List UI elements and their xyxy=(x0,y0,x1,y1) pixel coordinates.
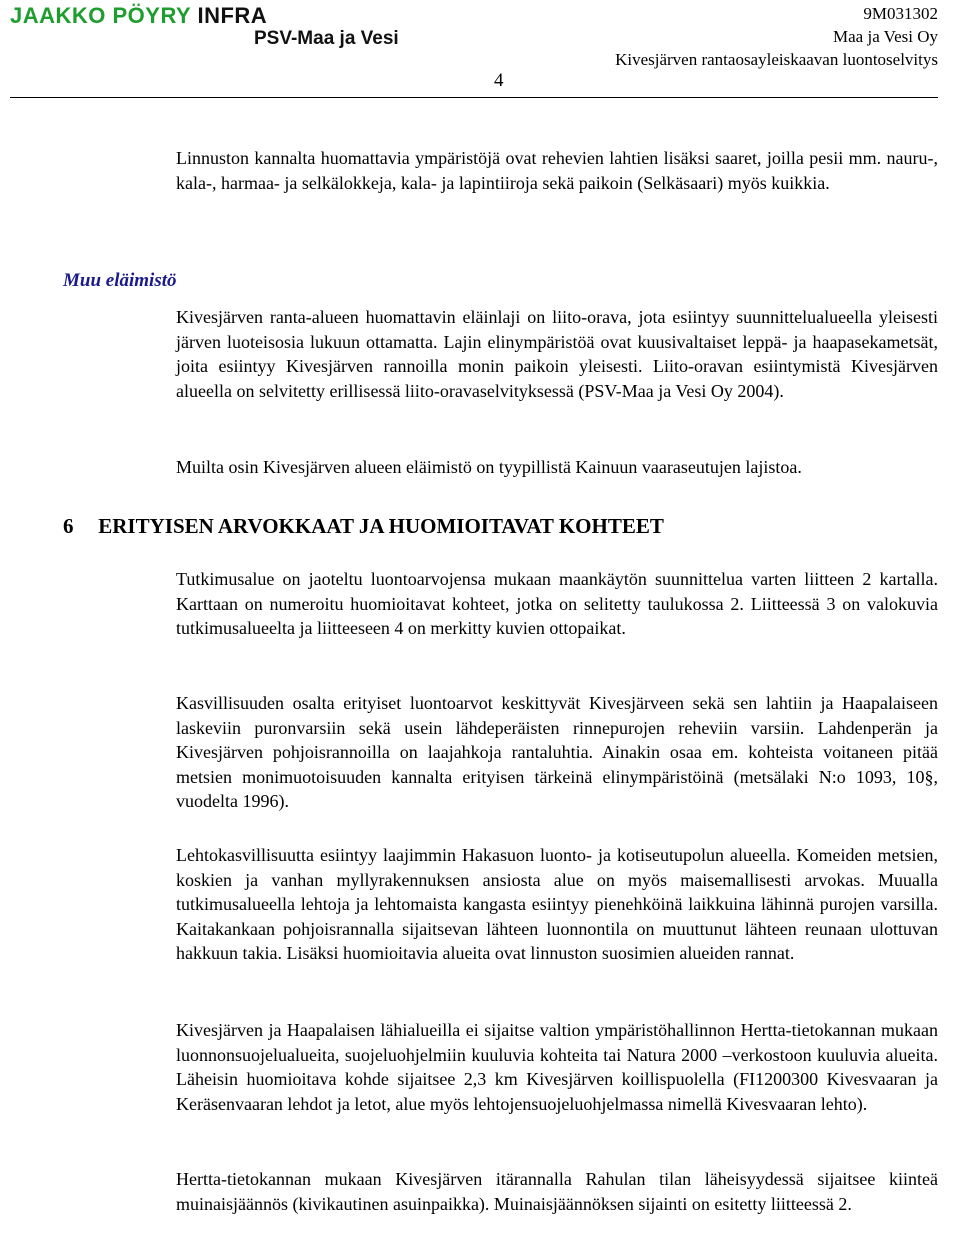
section-heading xyxy=(63,514,664,539)
header-divider xyxy=(10,97,938,98)
logo-subtitle: PSV-Maa ja Vesi xyxy=(254,28,399,49)
report-title: Kivesjärven rantaosayleiskaavan luontoselvitys xyxy=(615,50,938,69)
page-number: 4 xyxy=(494,70,504,91)
paragraph-fauna-general: Muilta osin Kivesjärven alueen eläimistö on tyypillistä Kainuun vaaraseutujen lajistoa. xyxy=(176,457,802,477)
paragraph-ancient-remains: Hertta-tietokannan mukaan Kivesjärven itärannalla Rahulan tilan läheisyydessä sijaitsee kiinteä muinaisjäännös (kivikautinen asuinpaikka). Muinaisjäännöksen sijainti on esitetty liitteessä 2. xyxy=(176,1169,938,1214)
section-title: ERITYISEN ARVOKKAAT JA HUOMIOITAVAT KOHTEET xyxy=(98,514,664,538)
logo-title: JAAKKO PÖYRY INFRA xyxy=(10,3,268,28)
doc-id: 9M031302 xyxy=(863,4,938,23)
company-logo xyxy=(10,4,420,50)
paragraph-flying-squirrel: Kivesjärven ranta-alueen huomattavin eläinlaji on liito-orava, jota esiintyy suunnittelualueella yleisesti järven luoteisosia lukuun ottamatta. Lajin elinympäristöä ovat kuusivaltaiset leppä- ja haapasekametsät, joita esiintyy Kivesjärven rannoilla monin paikoin yleisesti. Liito-oravan esiintymistä Kivesjärven alueella on selvitetty erillisessä liito-oravaselvityksessä (PSV-Maa ja Vesi Oy 2004). xyxy=(176,307,938,401)
company-name: Maa ja Vesi Oy xyxy=(833,27,938,46)
paragraph-vegetation: Kasvillisuuden osalta erityiset luontoarvot keskittyvät Kivesjärveen sekä sen lahtiin ja Haapalaiseen laskeviin puronvarsiin sekä usein lähdeperäisten rinnepurojen reheviin varsiin. Lahdenperän ja Kivesjärven pohjoisrannoilla on laajahkoja rantaluhtia. Ainakin osaa em. kohteista voitaneen pitää metsien monimuotoisuuden kannalta erityisen tärkeinä elinympäristöinä (metsälaki N:o 1093, 10§, vuodelta 1996). xyxy=(176,693,938,812)
paragraph-herb-rich-forests: Lehtokasvillisuutta esiintyy laajimmin Hakasuon luonto- ja kotiseutupolun alueella. Komeiden metsien, koskien ja vanhan myllyrakennuksen ansiosta alue on myös maisemallisesti arvokas. Muualla tutkimusalueella lehtoja ja lehtomaista kangasta esiintyy pienehköinä laikkuina lähinnä purojen varsilla. Kaitakankaan pohjoisrannalla sijaitsevan lähteen luonnontila on muuttunut lähteen reunaan ulottuvan hakkuun takia. Lisäksi huomioitavia alueita ovat linnuston suosimien alueiden rannat. xyxy=(176,845,938,964)
section-number: 6 xyxy=(63,514,74,538)
subheading-other-fauna: Muu eläimistö xyxy=(63,270,177,291)
header-info xyxy=(615,2,938,71)
paragraph-protected-areas: Kivesjärven ja Haapalaisen lähialueilla ei sijaitse valtion ympäristöhallinnon Hertta-tietokannan mukaan luonnonsuojelualueita, suojeluohjelmiin kuuluvia kohteita tai Natura 2000 –verkostoon kuuluvia alueita. Läheisin huomioitava kohde sijaitsee 2,3 km Kivesjärven koillispuolella (FI1200300 Kivesvaaran ja Keräsenvaaran lehdot ja letot, alue myös lehtojensuojeluohjelmassa nimellä Kivesvaaran lehto). xyxy=(176,1020,938,1114)
paragraph-birds: Linnuston kannalta huomattavia ympäristöjä ovat rehevien lahtien lisäksi saaret, joilla pesii mm. nauru-, kala-, harmaa- ja selkälokkeja, kala- ja lapintiiroja sekä paikoin (Selkäsaari) myös kuikkia. xyxy=(176,148,938,193)
paragraph-study-area: Tutkimusalue on jaoteltu luontoarvojensa mukaan maankäytön suunnittelua varten liitteen 2 kartalla. Karttaan on numeroitu huomioitavat kohteet, jotka on selitetty taulukossa 2. Liitteessä 3 on valokuvia tutkimusalueelta ja liitteeseen 4 on merkitty kuvien ottopaikat. xyxy=(176,569,938,639)
